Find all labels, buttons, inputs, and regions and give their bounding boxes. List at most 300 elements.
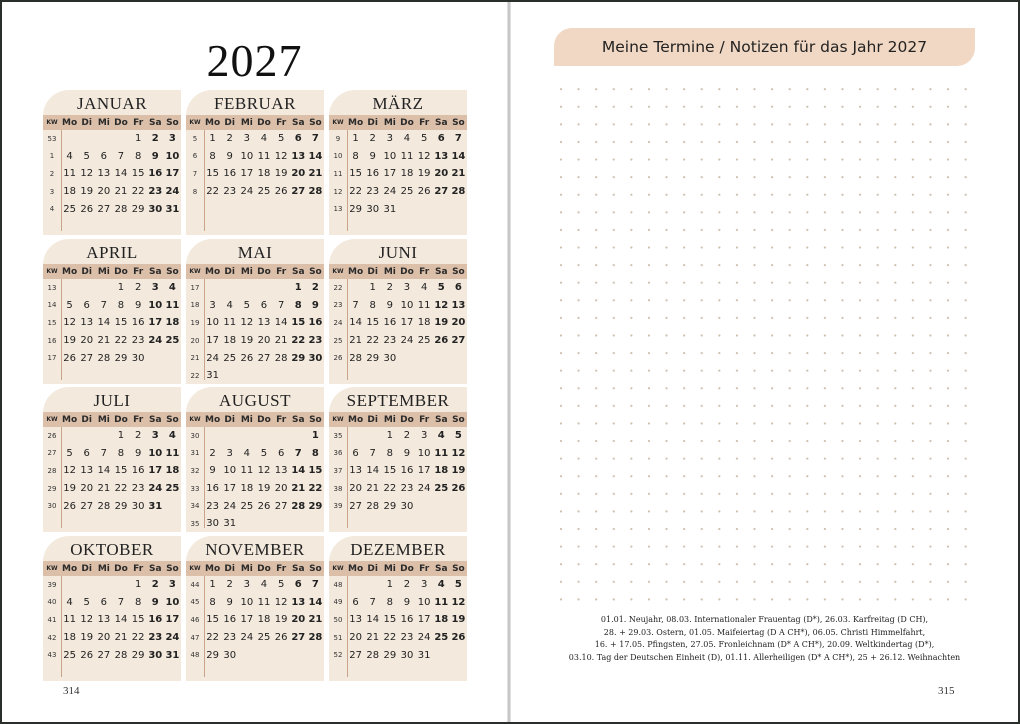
day-cell: 2 — [311, 282, 319, 294]
day-cell: 11 — [240, 465, 254, 477]
week-number: 2 — [49, 169, 55, 178]
day-cell: 2 — [151, 579, 159, 591]
week-row — [43, 279, 181, 297]
day-cell: 31 — [165, 649, 180, 661]
day-cell: 6 — [100, 150, 108, 162]
day-cell: 24 — [417, 632, 431, 644]
day-cell: 19 — [274, 614, 288, 626]
kw-divider — [61, 427, 62, 528]
kw-header: KW — [46, 268, 58, 275]
day-cell: 11 — [400, 150, 414, 162]
day-cell: 7 — [311, 133, 319, 145]
weekday-label: Sa — [148, 414, 162, 425]
week-number: 35 — [190, 519, 200, 528]
day-cell: 1 — [386, 579, 394, 591]
day-cell: 18 — [165, 465, 180, 477]
week-row — [329, 332, 467, 350]
day-cell: 9 — [226, 596, 233, 608]
day-cell: 12 — [80, 168, 94, 180]
day-cell: 14 — [366, 465, 380, 477]
day-cell: 22 — [291, 335, 306, 347]
week-row — [329, 646, 467, 664]
week-number: 13 — [47, 283, 57, 292]
day-cell: 14 — [366, 614, 380, 626]
week-row — [329, 297, 467, 315]
weekday-label: So — [452, 117, 465, 128]
day-cell: 26 — [274, 632, 288, 644]
day-cell: 14 — [274, 317, 288, 329]
day-cell: 13 — [97, 614, 111, 626]
day-cell: 7 — [100, 447, 108, 459]
kw-header: KW — [189, 119, 201, 126]
day-cell: 4 — [260, 579, 268, 591]
day-cell: 17 — [206, 335, 219, 347]
day-cell: 12 — [417, 150, 431, 162]
day-cell: 18 — [165, 317, 180, 329]
day-cell: 22 — [308, 483, 323, 495]
day-cell: 2 — [369, 133, 376, 145]
day-cell: 28 — [349, 352, 362, 364]
day-cell: 1 — [134, 133, 142, 145]
day-cell: 24 — [165, 632, 180, 644]
weekday-label: Mi — [240, 414, 253, 425]
week-number: 1 — [49, 152, 55, 161]
day-cell: 30 — [400, 649, 414, 661]
day-cell: 24 — [400, 335, 414, 347]
kw-divider — [204, 576, 205, 677]
day-cell: 16 — [400, 465, 414, 477]
day-cell: 13 — [291, 150, 306, 162]
day-cell: 6 — [277, 447, 285, 459]
week-number: 13 — [333, 205, 343, 214]
weekday-label: Di — [81, 563, 92, 574]
week-row — [186, 349, 324, 367]
weekday-label: Di — [224, 563, 235, 574]
week-number: 36 — [333, 449, 343, 458]
week-number: 30 — [47, 502, 57, 511]
weekday-label: Mi — [383, 117, 396, 128]
month-name: MÄRZ — [372, 94, 424, 113]
week-row — [43, 629, 181, 647]
weekday-header — [43, 115, 181, 130]
week-row — [186, 297, 324, 315]
week-row — [43, 130, 181, 148]
day-cell: 12 — [274, 150, 288, 162]
day-cell: 25 — [257, 632, 271, 644]
day-cell: 3 — [151, 430, 159, 442]
weekday-label: Di — [224, 266, 235, 277]
week-number: 22 — [333, 283, 343, 292]
day-cell: 3 — [420, 579, 428, 591]
day-cell: 25 — [63, 203, 76, 215]
kw-divider — [347, 130, 348, 231]
weekday-label: Mo — [62, 117, 78, 128]
day-cell: 29 — [114, 500, 128, 512]
day-cell: 9 — [403, 447, 411, 459]
day-cell: 9 — [209, 465, 216, 477]
day-cell: 23 — [400, 632, 414, 644]
month-märz — [329, 90, 467, 235]
day-cell: 7 — [117, 150, 125, 162]
weekday-label: Fr — [133, 117, 144, 128]
month-name: NOVEMBER — [205, 540, 305, 559]
week-number: 42 — [47, 633, 57, 642]
day-cell: 4 — [226, 299, 233, 311]
day-cell: 14 — [114, 614, 128, 626]
kw-divider — [204, 279, 205, 380]
day-cell: 6 — [352, 596, 359, 608]
weekday-label: Sa — [434, 563, 448, 574]
weekday-label: Mi — [383, 563, 396, 574]
day-cell: 25 — [257, 186, 271, 198]
day-cell: 18 — [63, 186, 76, 198]
week-row — [329, 445, 467, 463]
day-cell: 7 — [277, 299, 285, 311]
day-cell: 14 — [308, 596, 323, 608]
day-cell: 23 — [223, 186, 237, 198]
week-number: 37 — [333, 466, 343, 475]
month-name: JULI — [93, 391, 131, 410]
day-cell: 21 — [349, 335, 362, 347]
weekday-label: So — [309, 563, 322, 574]
day-cell: 8 — [369, 299, 376, 311]
day-cell: 8 — [352, 150, 359, 162]
week-row — [329, 611, 467, 629]
week-row — [329, 148, 467, 166]
weekday-label: Sa — [148, 266, 162, 277]
weekday-label: Mo — [348, 563, 364, 574]
holiday-list — [511, 614, 1018, 664]
day-cell: 10 — [240, 596, 254, 608]
week-row — [186, 165, 324, 183]
kw-header: KW — [332, 268, 344, 275]
week-row — [329, 130, 467, 148]
week-number: 22 — [190, 371, 200, 380]
day-cell: 7 — [311, 579, 319, 591]
weekday-label: Di — [81, 117, 92, 128]
day-cell: 5 — [260, 447, 268, 459]
day-cell: 10 — [400, 299, 414, 311]
day-cell: 27 — [257, 352, 271, 364]
day-cell: 16 — [148, 168, 163, 180]
weekday-label: So — [452, 414, 465, 425]
weekday-header — [329, 115, 467, 130]
month-name: SEPTEMBER — [346, 391, 450, 410]
week-number: 5 — [192, 134, 198, 143]
day-cell: 17 — [240, 168, 254, 180]
week-row — [329, 594, 467, 612]
month-februar — [186, 90, 324, 235]
weekday-header — [186, 115, 324, 130]
day-cell: 10 — [240, 150, 254, 162]
kw-header: KW — [332, 565, 344, 572]
day-cell: 20 — [257, 335, 271, 347]
day-cell: 19 — [80, 632, 94, 644]
week-number: 9 — [335, 134, 341, 143]
week-row — [186, 576, 324, 594]
week-number: 51 — [333, 633, 343, 642]
week-number: 38 — [333, 484, 343, 493]
weekday-label: Mi — [383, 266, 396, 277]
week-row — [329, 497, 467, 515]
weekday-label: Mi — [240, 563, 253, 574]
week-row — [186, 367, 324, 384]
day-cell: 24 — [206, 352, 219, 364]
day-cell: 25 — [63, 649, 76, 661]
week-row — [329, 314, 467, 332]
kw-header: KW — [189, 268, 201, 275]
day-cell: 10 — [148, 299, 163, 311]
weekday-label: Mi — [97, 266, 110, 277]
day-cell: 18 — [434, 465, 449, 477]
week-number: 10 — [333, 152, 343, 161]
week-number: 39 — [333, 502, 343, 511]
weekday-label: Do — [400, 414, 414, 425]
day-cell: 15 — [383, 614, 397, 626]
day-cell: 26 — [451, 632, 466, 644]
weekday-label: Fr — [419, 563, 430, 574]
day-cell: 8 — [209, 150, 216, 162]
month-mai — [186, 239, 324, 384]
week-row — [43, 349, 181, 367]
day-cell: 14 — [308, 150, 323, 162]
day-cell: 20 — [451, 317, 466, 329]
month-name: JUNI — [378, 243, 418, 262]
weekday-label: So — [166, 414, 179, 425]
kw-divider — [347, 279, 348, 380]
day-cell: 8 — [117, 447, 125, 459]
day-cell: 9 — [311, 299, 319, 311]
week-row — [186, 130, 324, 148]
day-cell: 10 — [165, 150, 180, 162]
day-cell: 24 — [240, 186, 254, 198]
day-cell: 16 — [223, 168, 237, 180]
weekday-header — [186, 412, 324, 427]
day-cell: 20 — [291, 168, 306, 180]
day-cell: 28 — [114, 649, 128, 661]
weekday-label: Do — [257, 414, 271, 425]
kw-header: KW — [46, 416, 58, 423]
day-cell: 1 — [369, 282, 376, 294]
week-row — [186, 314, 324, 332]
day-cell: 26 — [417, 186, 431, 198]
day-cell: 19 — [417, 168, 431, 180]
day-cell: 5 — [454, 579, 462, 591]
weekday-label: Sa — [291, 266, 305, 277]
week-row — [186, 594, 324, 612]
day-cell: 5 — [243, 299, 251, 311]
day-cell: 13 — [274, 465, 288, 477]
day-cell: 6 — [294, 133, 302, 145]
day-cell: 13 — [349, 614, 362, 626]
week-number: 15 — [47, 318, 57, 327]
week-number: 34 — [190, 502, 200, 511]
day-cell: 17 — [148, 317, 163, 329]
week-row — [329, 183, 467, 201]
day-cell: 25 — [165, 335, 180, 347]
day-cell: 18 — [434, 614, 449, 626]
day-cell: 5 — [277, 133, 285, 145]
day-cell: 1 — [294, 282, 302, 294]
day-cell: 21 — [366, 632, 380, 644]
week-row — [186, 515, 324, 532]
week-number: 28 — [47, 466, 57, 475]
day-cell: 10 — [206, 317, 219, 329]
weekday-label: Do — [257, 266, 271, 277]
day-cell: 27 — [80, 500, 94, 512]
day-cell: 11 — [434, 447, 449, 459]
day-cell: 4 — [420, 282, 428, 294]
weekday-label: Do — [400, 117, 414, 128]
day-cell: 16 — [206, 483, 219, 495]
day-cell: 4 — [437, 579, 445, 591]
month-september — [329, 387, 467, 532]
day-cell: 22 — [114, 335, 128, 347]
day-cell: 9 — [226, 150, 233, 162]
day-cell: 13 — [80, 465, 94, 477]
day-cell: 28 — [97, 352, 111, 364]
day-cell: 23 — [206, 500, 219, 512]
day-cell: 22 — [206, 632, 219, 644]
day-cell: 16 — [223, 614, 237, 626]
day-cell: 15 — [131, 168, 145, 180]
day-cell: 23 — [366, 186, 380, 198]
day-cell: 23 — [131, 483, 145, 495]
day-cell: 26 — [80, 203, 94, 215]
day-cell: 4 — [168, 430, 176, 442]
week-row — [329, 480, 467, 498]
day-cell: 11 — [165, 447, 180, 459]
day-cell: 15 — [291, 317, 306, 329]
week-number: 50 — [333, 615, 343, 624]
day-cell: 29 — [291, 352, 306, 364]
weekday-label: Di — [367, 266, 378, 277]
day-cell: 17 — [148, 465, 163, 477]
day-cell: 27 — [349, 500, 362, 512]
day-cell: 1 — [311, 430, 319, 442]
day-cell: 9 — [134, 447, 142, 459]
day-cell: 30 — [308, 352, 323, 364]
month-januar — [43, 90, 181, 235]
day-cell: 4 — [243, 447, 251, 459]
weekday-label: Do — [114, 563, 128, 574]
day-cell: 17 — [165, 614, 180, 626]
week-number: 23 — [333, 301, 343, 310]
day-cell: 26 — [63, 352, 76, 364]
day-cell: 27 — [97, 649, 111, 661]
weekday-header — [186, 561, 324, 576]
day-cell: 8 — [311, 447, 319, 459]
day-cell: 25 — [240, 500, 254, 512]
weekday-header — [43, 561, 181, 576]
day-cell: 16 — [308, 317, 323, 329]
week-number: 19 — [190, 318, 200, 327]
day-cell: 25 — [165, 483, 180, 495]
month-name: OKTOBER — [70, 540, 154, 559]
day-cell: 5 — [454, 430, 462, 442]
weekday-label: Mi — [97, 414, 110, 425]
day-cell: 2 — [226, 579, 233, 591]
day-cell: 19 — [451, 614, 466, 626]
day-cell: 13 — [291, 596, 306, 608]
week-row — [186, 611, 324, 629]
week-row — [43, 332, 181, 350]
day-cell: 27 — [451, 335, 466, 347]
day-cell: 9 — [151, 150, 159, 162]
kw-header: KW — [46, 565, 58, 572]
day-cell: 11 — [434, 596, 449, 608]
day-cell: 20 — [349, 632, 362, 644]
day-cell: 13 — [97, 168, 111, 180]
day-cell: 30 — [366, 203, 380, 215]
day-cell: 6 — [260, 299, 268, 311]
day-cell: 18 — [417, 317, 431, 329]
day-cell: 17 — [400, 317, 414, 329]
week-row — [329, 200, 467, 218]
weekday-label: Mi — [97, 563, 110, 574]
day-cell: 1 — [386, 430, 394, 442]
weekday-label: Sa — [291, 563, 305, 574]
day-cell: 8 — [134, 596, 142, 608]
weekday-header — [329, 412, 467, 427]
day-cell: 25 — [417, 335, 431, 347]
day-cell: 15 — [308, 465, 323, 477]
week-row — [43, 445, 181, 463]
day-cell: 18 — [400, 168, 414, 180]
day-cell: 3 — [243, 133, 251, 145]
day-cell: 22 — [366, 335, 380, 347]
week-row — [329, 462, 467, 480]
day-cell: 15 — [349, 168, 362, 180]
notes-title-banner: Meine Termine / Notizen für das Jahr 2027 — [554, 28, 975, 66]
day-cell: 16 — [131, 317, 145, 329]
week-row — [43, 200, 181, 218]
month-name: MAI — [237, 243, 273, 262]
weekday-label: Di — [367, 117, 378, 128]
day-cell: 4 — [437, 430, 445, 442]
week-number: 27 — [47, 449, 57, 458]
day-cell: 16 — [366, 168, 380, 180]
day-cell: 9 — [151, 596, 159, 608]
week-number: 33 — [190, 484, 200, 493]
day-cell: 23 — [131, 335, 145, 347]
day-cell: 11 — [165, 299, 180, 311]
weekday-label: Mi — [240, 117, 253, 128]
holiday-line: 01.01. Neujahr, 08.03. Internationaler Frauentag (D*), 26.03. Karfreitag (D CH), — [600, 615, 929, 624]
weekday-label: So — [309, 117, 322, 128]
day-cell: 30 — [400, 500, 414, 512]
day-cell: 2 — [403, 579, 411, 591]
day-cell: 22 — [206, 186, 219, 198]
day-cell: 22 — [131, 632, 145, 644]
day-cell: 5 — [66, 299, 73, 311]
day-cell: 7 — [294, 447, 302, 459]
week-number: 3 — [49, 187, 55, 196]
weekday-header — [186, 264, 324, 279]
day-cell: 30 — [206, 518, 219, 530]
day-cell: 22 — [383, 483, 397, 495]
right-page — [511, 2, 1018, 722]
day-cell: 21 — [308, 168, 323, 180]
month-dezember — [329, 536, 467, 681]
day-cell: 9 — [369, 150, 376, 162]
day-cell: 2 — [151, 133, 159, 145]
day-cell: 7 — [117, 596, 125, 608]
day-cell: 26 — [80, 649, 94, 661]
week-number: 24 — [333, 318, 343, 327]
weekday-label: Fr — [419, 414, 430, 425]
day-cell: 12 — [80, 614, 94, 626]
